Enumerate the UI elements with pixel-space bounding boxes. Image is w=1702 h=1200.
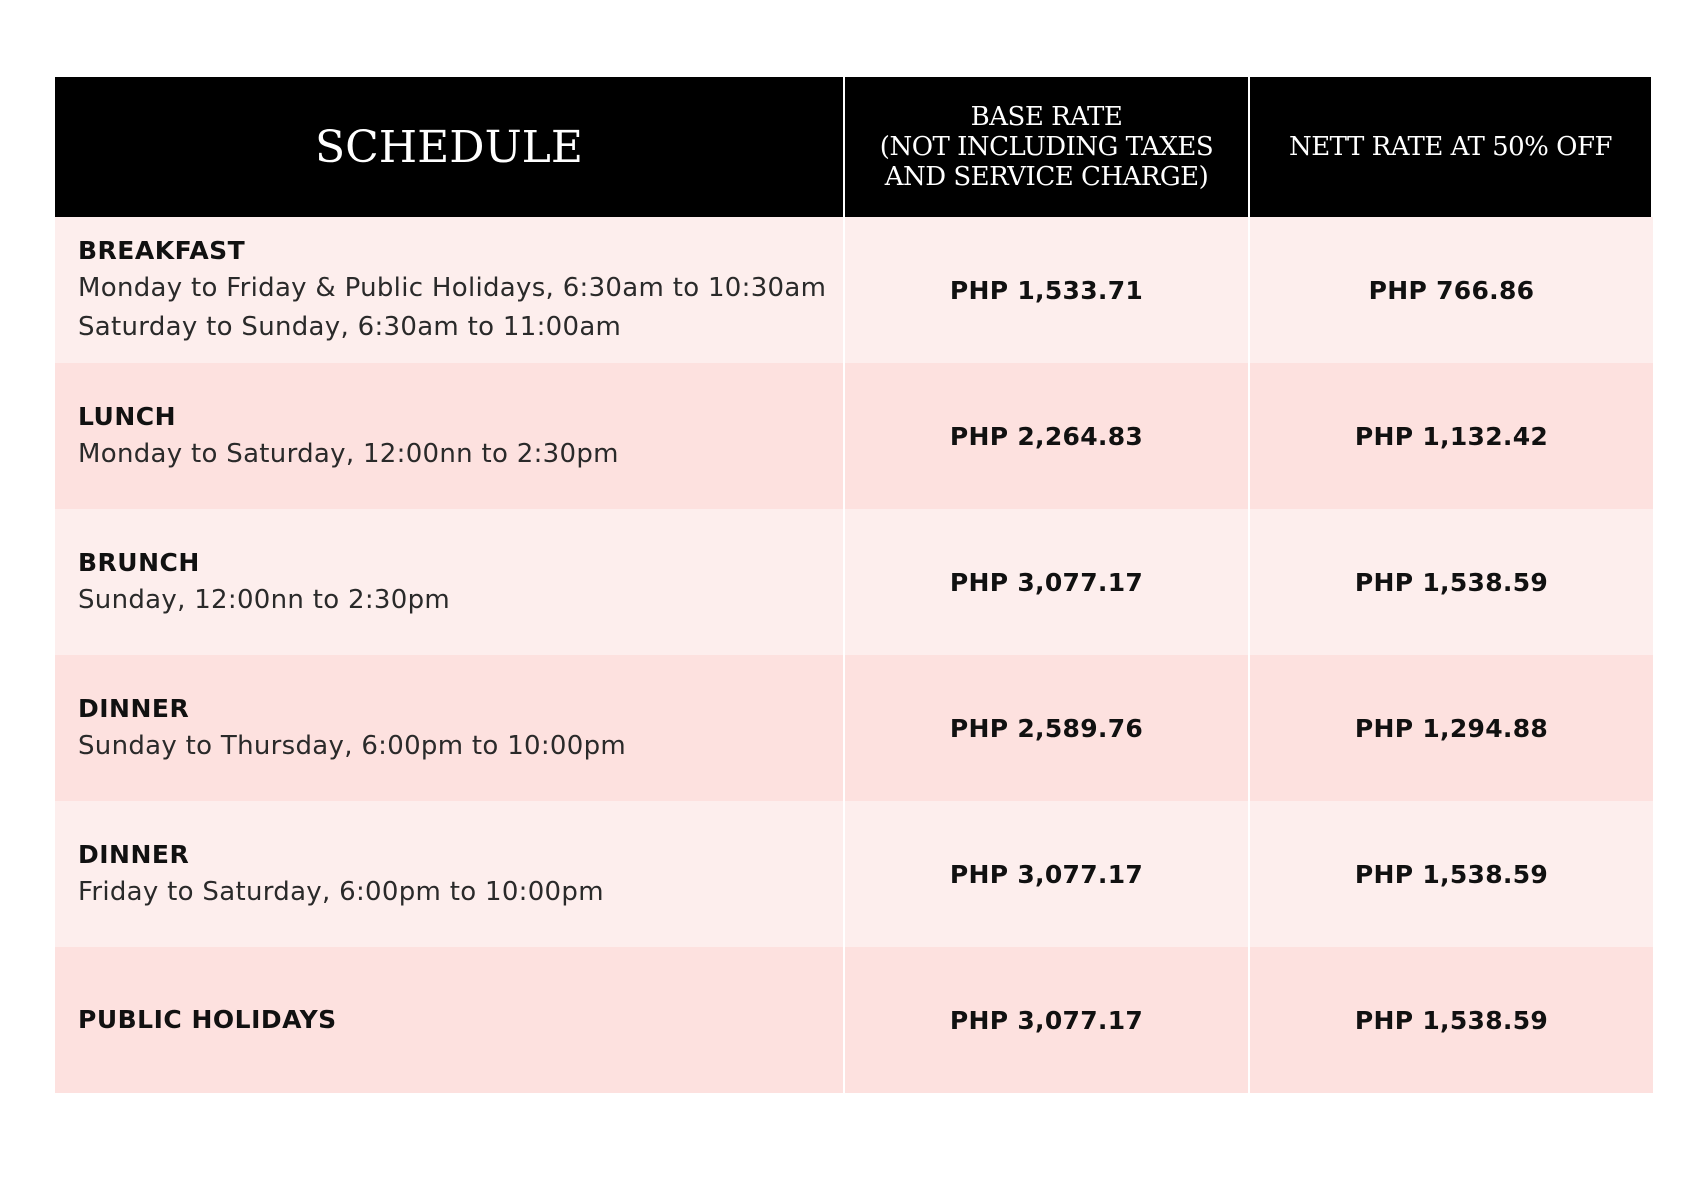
base-rate-cell: PHP 2,589.76 (845, 655, 1250, 801)
base-rate-cell: PHP 3,077.17 (845, 509, 1250, 655)
meal-name: DINNER (78, 839, 190, 869)
schedule-cell (55, 217, 845, 363)
base-rate-cell: PHP 3,077.17 (845, 947, 1250, 1093)
header-nett-rate: NETT RATE AT 50% OFF (1250, 77, 1653, 217)
nett-rate-cell: PHP 1,538.59 (1250, 947, 1653, 1093)
base-rate-cell: PHP 2,264.83 (845, 363, 1250, 509)
schedule-cell (55, 363, 845, 509)
schedule-cell (55, 801, 845, 947)
base-rate-cell: PHP 3,077.17 (845, 801, 1250, 947)
header-schedule: SCHEDULE (55, 77, 845, 217)
nett-rate-cell: PHP 1,132.42 (1250, 363, 1653, 509)
meal-time: Monday to Friday & Public Holidays, 6:30am to 10:30am (78, 273, 827, 303)
meal-time: Monday to Saturday, 12:00nn to 2:30pm (78, 438, 619, 469)
base-rate-cell: PHP 1,533.71 (845, 217, 1250, 363)
nett-rate-cell: PHP 766.86 (1250, 217, 1653, 363)
nett-rate-cell: PHP 1,538.59 (1250, 509, 1653, 655)
header-base-rate: BASE RATE (NOT INCLUDING TAXES AND SERVICE CHARGE) (845, 77, 1250, 217)
meal-name: PUBLIC HOLIDAYS (78, 1005, 337, 1034)
meal-name: BRUNCH (78, 547, 200, 577)
meal-time: Friday to Saturday, 6:00pm to 10:00pm (78, 876, 604, 907)
meal-time: Sunday to Thursday, 6:00pm to 10:00pm (78, 730, 627, 761)
schedule-cell (55, 509, 845, 655)
schedule-cell (55, 655, 845, 801)
rates-table (55, 77, 1653, 1093)
meal-name: BREAKFAST (78, 236, 246, 265)
schedule-cell (55, 947, 845, 1093)
nett-rate-cell: PHP 1,538.59 (1250, 801, 1653, 947)
meal-name: DINNER (78, 693, 190, 723)
meal-time: Saturday to Sunday, 6:30am to 11:00am (78, 312, 622, 342)
nett-rate-cell: PHP 1,294.88 (1250, 655, 1653, 801)
meal-name: LUNCH (78, 401, 177, 431)
meal-time: Sunday, 12:00nn to 2:30pm (78, 584, 451, 615)
